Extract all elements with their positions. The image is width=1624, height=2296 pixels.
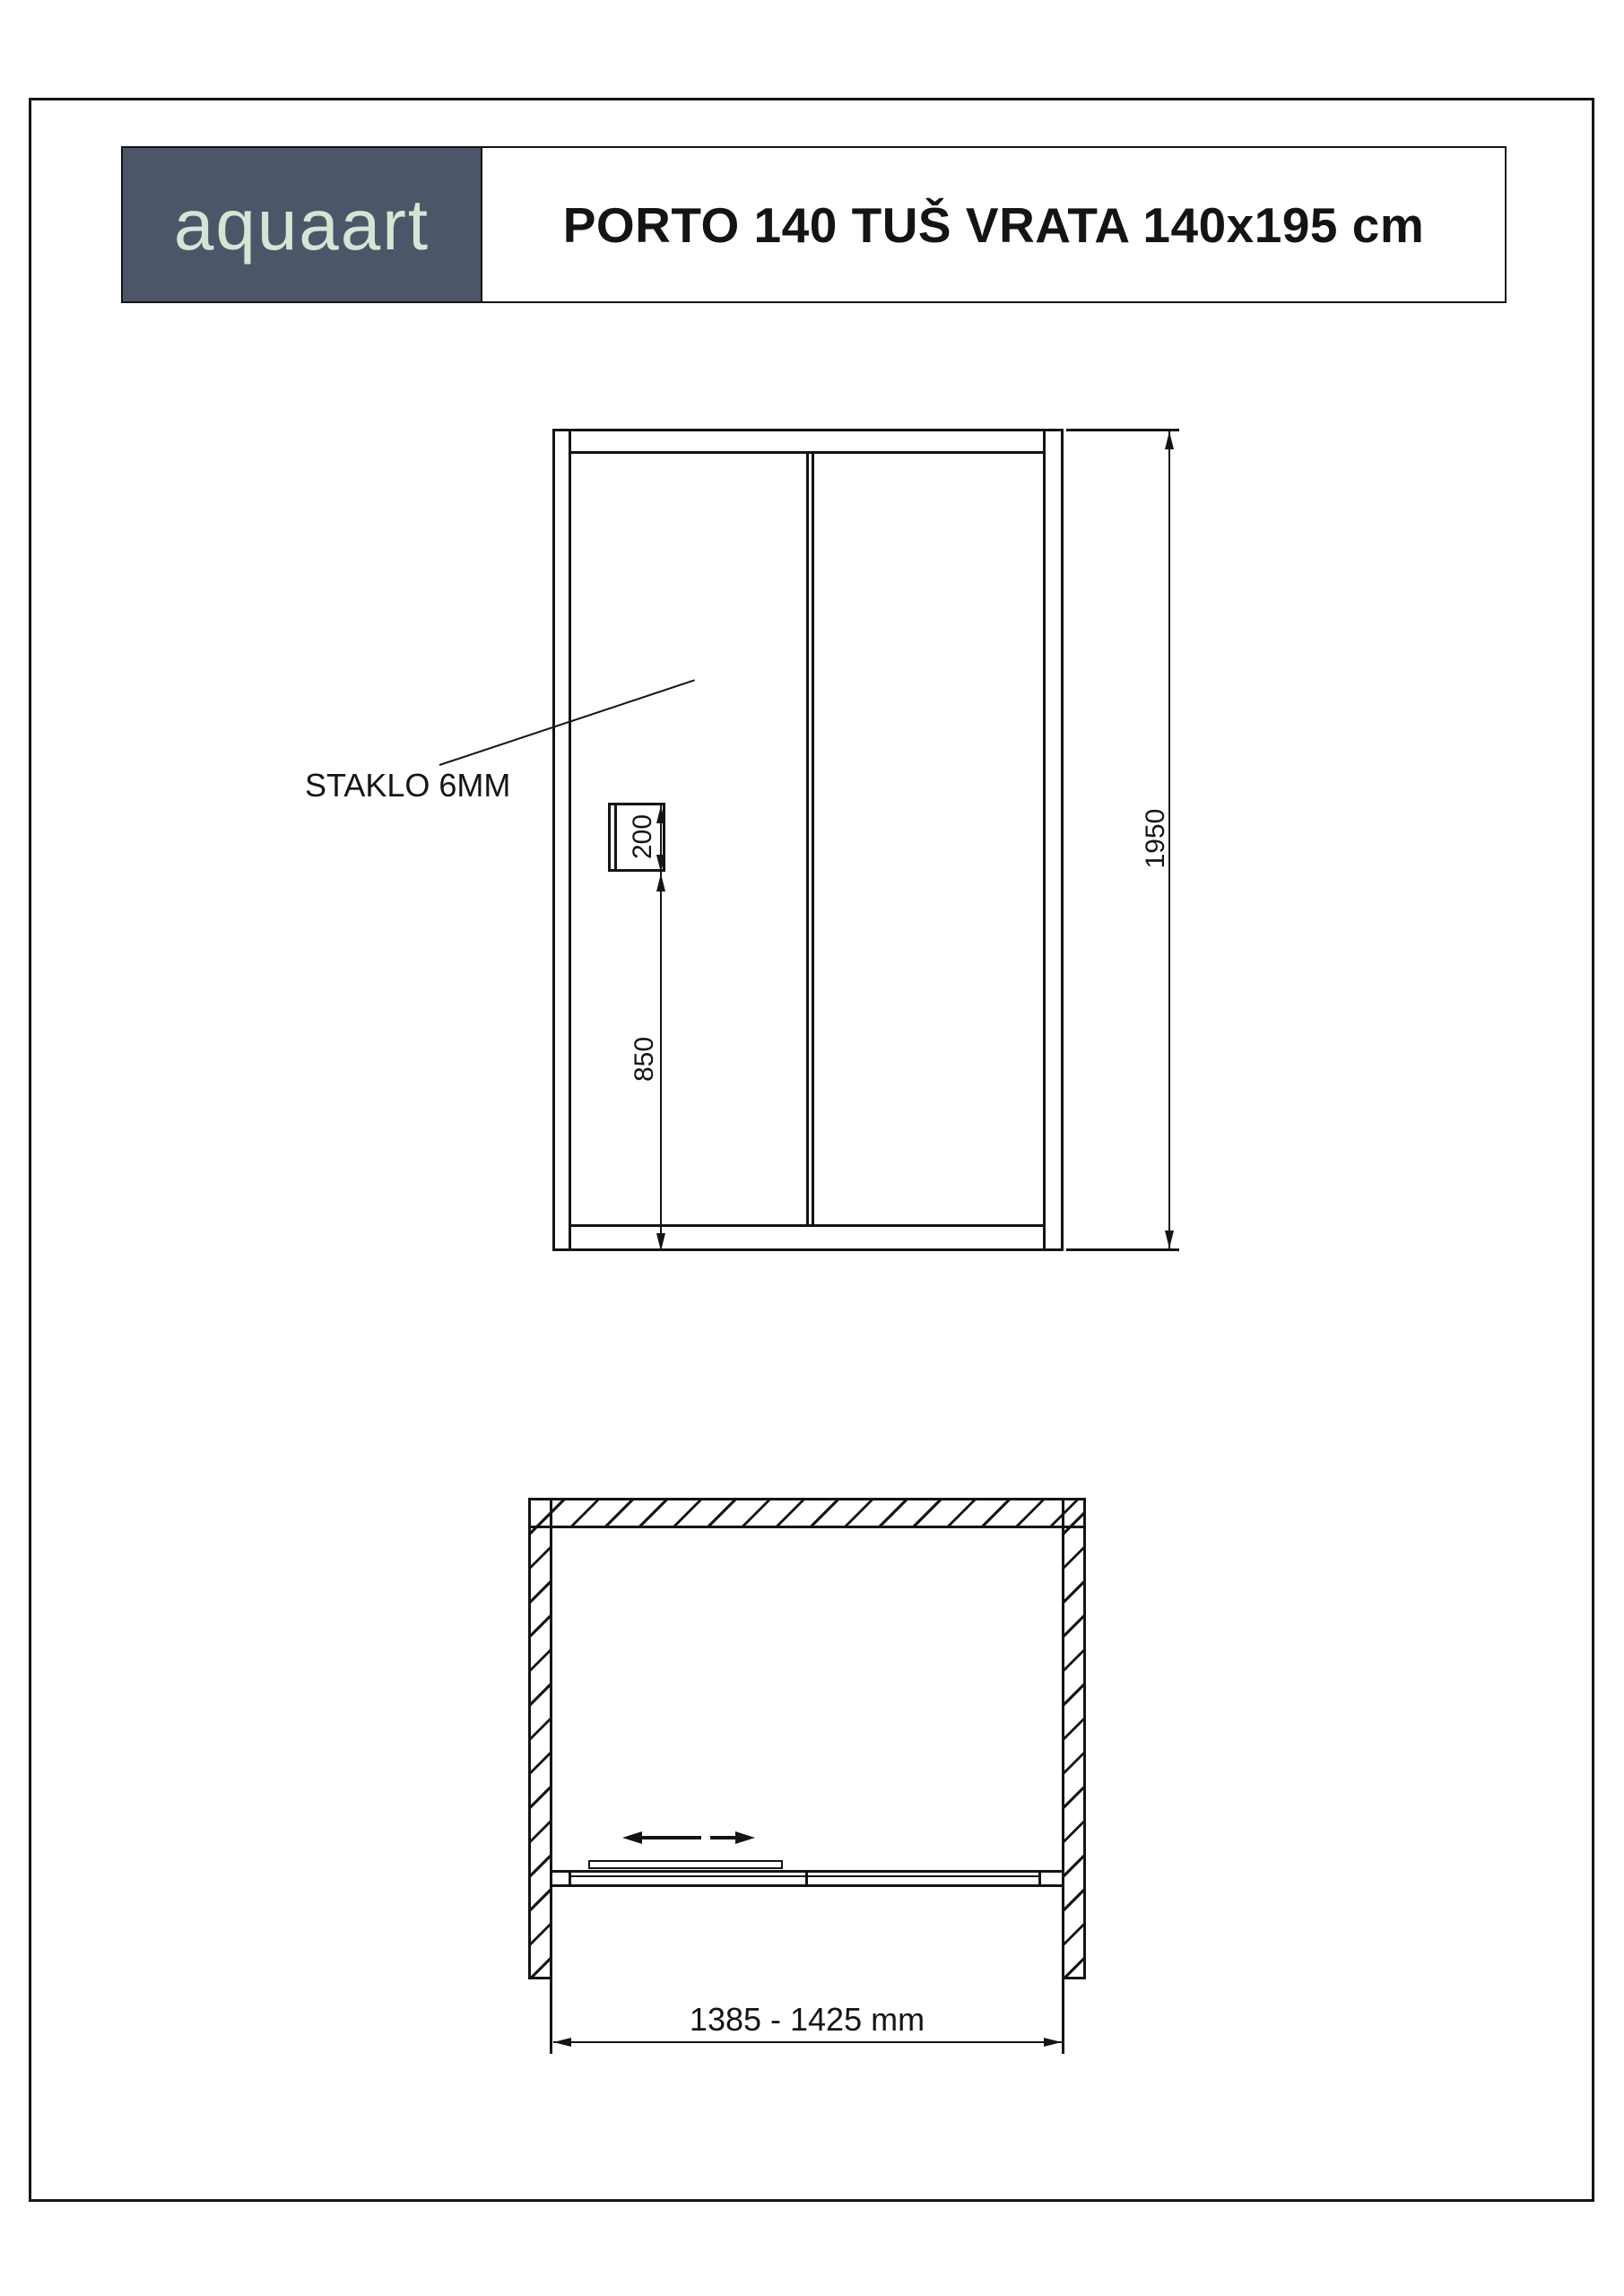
slide-arrow-right-icon — [735, 1831, 755, 1844]
plan-right-edge-extension-line — [1062, 1498, 1064, 2054]
dim-width-arrow-left-icon — [553, 2038, 571, 2047]
dim-850-arrow-up-icon — [656, 874, 665, 891]
dim-width-line — [553, 2041, 1062, 2043]
door-handle-inner-line — [614, 805, 617, 869]
plan-left-edge-extension-line — [550, 1498, 552, 2054]
slide-arrow-shaft-right — [710, 1836, 735, 1839]
brand-logo-box — [123, 148, 482, 301]
front-left-profile-outer-line — [552, 429, 555, 1251]
dim-850-line — [660, 873, 662, 1251]
brand-logo-text: aquaart — [173, 184, 430, 265]
product-title: PORTO 140 TUŠ VRATA 140x195 cm — [562, 196, 1425, 253]
header — [121, 146, 1507, 303]
front-center-divider-left-line — [806, 454, 809, 1224]
plan-right-wall — [1062, 1498, 1086, 1979]
dim-850-arrow-down-icon — [656, 1233, 665, 1251]
dim-850-label: 850 — [630, 1036, 659, 1083]
slide-arrow-shaft-left — [642, 1836, 701, 1839]
glass-label: STAKLO 6MM — [305, 767, 511, 804]
dim-1950-ext-bottom-line — [1066, 1248, 1179, 1251]
front-bottom-rail-inner-line — [571, 1224, 1043, 1227]
dim-1950-arrow-up-icon — [1165, 431, 1174, 449]
dim-1950-arrow-down-icon — [1165, 1231, 1174, 1248]
dim-200-label: 200 — [628, 813, 657, 860]
track-tick-right — [1038, 1870, 1041, 1887]
dim-1950-label: 1950 — [1141, 808, 1170, 869]
front-right-profile-inner-line — [1043, 429, 1046, 1251]
dim-width-label: 1385 - 1425 mm — [689, 2001, 925, 2038]
dim-width-arrow-right-icon — [1044, 2038, 1062, 2047]
track-tick-center — [805, 1870, 808, 1887]
track-mid-line — [569, 1875, 1040, 1877]
title-box — [482, 148, 1505, 301]
front-bottom-rail-outer-line — [552, 1248, 1064, 1251]
dim-1950-ext-top-line — [1066, 429, 1179, 431]
plan-back-wall — [528, 1498, 1086, 1528]
front-center-divider-right-line — [812, 454, 814, 1224]
sliding-panel — [588, 1860, 783, 1869]
slide-arrow-left-icon — [622, 1831, 642, 1844]
track-tick-left — [569, 1870, 571, 1887]
front-top-rail-outer-line — [552, 429, 1064, 431]
plan-left-wall — [528, 1498, 552, 1979]
front-left-profile-inner-line — [569, 429, 571, 1251]
front-right-profile-outer-line — [1061, 429, 1064, 1251]
